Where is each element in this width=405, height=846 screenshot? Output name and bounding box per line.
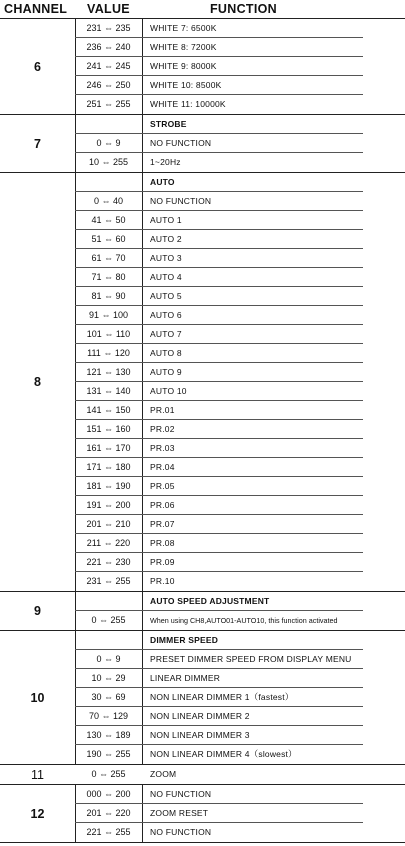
double-arrow-icon: ⇔	[101, 234, 116, 244]
value-range	[75, 726, 142, 745]
table-row	[0, 804, 405, 823]
double-arrow-icon: ⇔	[101, 749, 116, 759]
function-text: AUTO 10	[150, 386, 187, 396]
table-row	[0, 382, 405, 401]
value-range	[75, 76, 142, 95]
table-row	[0, 249, 405, 268]
table-row	[0, 553, 405, 572]
function-text: WHITE 7: 6500K	[150, 23, 217, 33]
range-to: 69	[115, 692, 126, 702]
value-range	[75, 785, 142, 804]
range-to: 230	[115, 557, 131, 567]
double-arrow-icon: ⇔	[101, 443, 116, 453]
function-text: WHITE 9: 8000K	[150, 61, 217, 71]
function-text: WHITE 10: 8500K	[150, 80, 222, 90]
range-to: 220	[115, 538, 131, 548]
double-arrow-icon: ⇔	[98, 711, 113, 721]
channel-number: 8	[34, 375, 41, 389]
function-text: ZOOM	[150, 769, 177, 779]
double-arrow-icon: ⇔	[101, 329, 116, 339]
table-row	[0, 765, 405, 784]
range-from: 251	[86, 99, 102, 109]
range-from: 191	[86, 500, 102, 510]
double-arrow-icon: ⇔	[101, 80, 116, 90]
range-to: 40	[113, 196, 124, 206]
table-row	[0, 76, 405, 95]
function-text: PR.05	[150, 481, 175, 491]
table-row	[0, 785, 405, 804]
value-range	[75, 211, 142, 230]
range-from: 0	[91, 769, 97, 779]
table-row	[0, 745, 405, 764]
function-text: PR.03	[150, 443, 175, 453]
range-to: 255	[115, 827, 131, 837]
function-text: NO FUNCTION	[150, 196, 212, 206]
range-to: 120	[114, 348, 130, 358]
range-from: 0	[96, 138, 102, 148]
table-row	[0, 230, 405, 249]
table-row	[0, 211, 405, 230]
value-range	[75, 420, 142, 439]
value-range	[75, 611, 142, 630]
value-range	[75, 553, 142, 572]
table-header	[0, 0, 405, 19]
double-arrow-icon: ⇔	[101, 138, 116, 148]
table-row	[0, 363, 405, 382]
value-range	[75, 287, 142, 306]
range-from: 151	[86, 424, 102, 434]
double-arrow-icon: ⇔	[101, 215, 116, 225]
table-row	[0, 439, 405, 458]
value-range	[75, 249, 142, 268]
double-arrow-icon: ⇔	[96, 615, 111, 625]
value-range	[75, 363, 142, 382]
table-row	[0, 57, 405, 76]
function-text: PR.09	[150, 557, 175, 567]
table-row	[0, 572, 405, 591]
function-text: NON LINEAR DIMMER 4（slowest）	[150, 749, 297, 759]
double-arrow-icon: ⇔	[101, 673, 116, 683]
channel-number: 6	[34, 59, 41, 74]
function-text: NON LINEAR DIMMER 3	[150, 730, 250, 740]
double-arrow-icon: ⇔	[101, 367, 116, 377]
value-range	[75, 592, 142, 611]
function-text: AUTO 3	[150, 253, 182, 263]
double-arrow-icon: ⇔	[101, 654, 116, 664]
range-from: 71	[91, 272, 102, 282]
range-to: 235	[115, 23, 131, 33]
range-from: 171	[86, 462, 102, 472]
range-from: 201	[86, 808, 102, 818]
double-arrow-icon: ⇔	[101, 519, 116, 529]
function-text: PR.04	[150, 462, 175, 472]
double-arrow-icon: ⇔	[101, 23, 116, 33]
channel-group-12	[0, 785, 405, 843]
range-to: 110	[115, 329, 131, 339]
table-row	[0, 134, 405, 153]
table-row	[0, 401, 405, 420]
range-from: 161	[86, 443, 102, 453]
table-row	[0, 19, 405, 38]
channel-group-9	[0, 592, 405, 631]
range-to: 190	[115, 481, 131, 491]
double-arrow-icon: ⇔	[98, 310, 113, 320]
table-row	[0, 534, 405, 553]
range-to: 100	[113, 310, 129, 320]
range-from: 211	[86, 538, 102, 548]
table-row	[0, 420, 405, 439]
function-text: NO FUNCTION	[150, 827, 212, 837]
double-arrow-icon: ⇔	[101, 272, 116, 282]
range-from: 111	[87, 348, 101, 358]
function-text: NO FUNCTION	[150, 789, 212, 799]
range-from: 246	[86, 80, 102, 90]
range-to: 200	[115, 500, 131, 510]
double-arrow-icon: ⇔	[101, 291, 116, 301]
value-range	[75, 38, 142, 57]
range-to: 50	[115, 215, 126, 225]
range-to: 255	[115, 99, 131, 109]
double-arrow-icon: ⇔	[101, 42, 116, 52]
double-arrow-icon: ⇔	[101, 462, 116, 472]
range-from: 000	[86, 789, 102, 799]
range-to: 250	[115, 80, 131, 90]
function-text: NO FUNCTION	[150, 138, 212, 148]
function-text: When using CH8,AUTO01-AUTO10, this function activated	[150, 616, 338, 625]
table-row	[0, 631, 405, 650]
table-row	[0, 192, 405, 211]
range-from: 10	[91, 673, 102, 683]
range-to: 140	[115, 386, 131, 396]
value-range	[75, 325, 142, 344]
value-range	[75, 134, 142, 153]
function-text: LINEAR DIMMER	[150, 673, 221, 683]
table-row	[0, 95, 405, 114]
function-text: AUTO 2	[150, 234, 182, 244]
function-text: WHITE 11: 10000K	[150, 99, 226, 109]
range-from: 10	[88, 157, 99, 167]
channel-group-7	[0, 115, 405, 173]
table-row	[0, 344, 405, 363]
table-row	[0, 496, 405, 515]
table-row	[0, 823, 405, 842]
range-to: 129	[113, 711, 129, 721]
value-range	[75, 192, 142, 211]
range-to: 255	[110, 769, 126, 779]
range-from: 221	[86, 827, 102, 837]
value-range	[75, 688, 142, 707]
table-row	[0, 592, 405, 611]
table-row	[0, 173, 405, 192]
range-to: 240	[115, 42, 131, 52]
double-arrow-icon: ⇔	[96, 769, 111, 779]
range-to: 255	[113, 157, 129, 167]
table-row	[0, 287, 405, 306]
function-text: AUTO 9	[150, 367, 182, 377]
double-arrow-icon: ⇔	[101, 692, 116, 702]
table-row	[0, 688, 405, 707]
channel-number: 9	[34, 604, 41, 618]
value-range	[75, 268, 142, 287]
function-text: AUTO	[150, 177, 175, 187]
double-arrow-icon: ⇔	[101, 576, 116, 586]
value-range	[75, 95, 142, 114]
channel-group-10	[0, 631, 405, 765]
double-arrow-icon: ⇔	[101, 808, 116, 818]
channel-number: 11	[31, 767, 44, 782]
range-from: 236	[86, 42, 102, 52]
function-text: AUTO 6	[150, 310, 182, 320]
double-arrow-icon: ⇔	[101, 405, 116, 415]
value-range	[75, 115, 142, 134]
range-to: 160	[115, 424, 131, 434]
value-range	[75, 173, 142, 192]
range-to: 130	[115, 367, 131, 377]
value-range	[75, 534, 142, 553]
table-row	[0, 153, 405, 172]
range-from: 221	[86, 557, 102, 567]
double-arrow-icon: ⇔	[101, 481, 116, 491]
function-text: AUTO 7	[150, 329, 182, 339]
range-from: 0	[96, 654, 102, 664]
range-from: 41	[91, 215, 102, 225]
range-to: 9	[115, 654, 121, 664]
value-range	[75, 439, 142, 458]
value-range	[75, 823, 142, 842]
double-arrow-icon: ⇔	[101, 424, 116, 434]
double-arrow-icon: ⇔	[101, 538, 116, 548]
value-range	[75, 458, 142, 477]
table-row	[0, 115, 405, 134]
double-arrow-icon: ⇔	[101, 827, 116, 837]
range-from: 131	[86, 386, 102, 396]
table-row	[0, 38, 405, 57]
value-range	[75, 631, 142, 650]
value-range	[75, 344, 142, 363]
table-row	[0, 669, 405, 688]
value-range	[75, 572, 142, 591]
range-from: 121	[86, 367, 102, 377]
range-to: 80	[115, 272, 126, 282]
header-function: FUNCTION	[210, 2, 277, 16]
range-to: 29	[115, 673, 126, 683]
function-text: STROBE	[150, 119, 187, 129]
function-text: AUTO SPEED ADJUSTMENT	[150, 596, 270, 606]
range-to: 60	[115, 234, 126, 244]
range-to: 220	[115, 808, 131, 818]
channel-group-11	[0, 765, 405, 785]
function-text: NON LINEAR DIMMER 1（fastest）	[150, 692, 294, 702]
range-to: 210	[115, 519, 131, 529]
function-text: AUTO 8	[150, 348, 182, 358]
function-text: AUTO 4	[150, 272, 182, 282]
range-from: 130	[86, 730, 102, 740]
range-from: 81	[91, 291, 102, 301]
double-arrow-icon: ⇔	[101, 557, 116, 567]
range-to: 255	[115, 749, 131, 759]
value-range	[75, 401, 142, 420]
function-text: AUTO 5	[150, 291, 182, 301]
header-value: VALUE	[87, 2, 130, 16]
range-to: 245	[115, 61, 131, 71]
value-range	[75, 650, 142, 669]
double-arrow-icon: ⇔	[101, 253, 116, 263]
channel-group-6	[0, 19, 405, 115]
function-text: PR.10	[150, 576, 175, 586]
function-text: ZOOM RESET	[150, 808, 209, 818]
range-to: 170	[115, 443, 131, 453]
table-row	[0, 707, 405, 726]
table-row	[0, 650, 405, 669]
range-from: 231	[86, 23, 102, 33]
dmx-channel-table	[0, 19, 405, 843]
function-text: PR.07	[150, 519, 175, 529]
header-channel: CHANNEL	[4, 2, 68, 16]
function-text: 1~20Hz	[150, 157, 181, 167]
range-to: 200	[115, 789, 131, 799]
function-text: PRESET DIMMER SPEED FROM DISPLAY MENU	[150, 654, 352, 664]
value-range	[75, 19, 142, 38]
range-from: 51	[91, 234, 102, 244]
table-row	[0, 268, 405, 287]
range-to: 150	[115, 405, 131, 415]
function-text: AUTO 1	[150, 215, 182, 225]
table-row	[0, 726, 405, 745]
range-from: 61	[91, 253, 102, 263]
function-text: DIMMER SPEED	[150, 635, 219, 645]
value-range	[75, 153, 142, 172]
value-range	[75, 496, 142, 515]
value-range	[75, 765, 142, 784]
table-row	[0, 611, 405, 630]
function-text: NON LINEAR DIMMER 2	[150, 711, 250, 721]
value-range	[75, 382, 142, 401]
double-arrow-icon: ⇔	[98, 157, 113, 167]
channel-group-8	[0, 173, 405, 592]
range-from: 241	[86, 61, 102, 71]
value-range	[75, 57, 142, 76]
range-from: 181	[86, 481, 102, 491]
range-from: 190	[86, 749, 102, 759]
table-row	[0, 477, 405, 496]
function-text: WHITE 8: 7200K	[150, 42, 217, 52]
value-range	[75, 745, 142, 764]
table-row	[0, 325, 405, 344]
function-text: PR.06	[150, 500, 175, 510]
double-arrow-icon: ⇔	[101, 730, 116, 740]
double-arrow-icon: ⇔	[101, 386, 116, 396]
range-to: 189	[115, 730, 131, 740]
double-arrow-icon: ⇔	[101, 500, 116, 510]
table-row	[0, 306, 405, 325]
range-to: 90	[115, 291, 126, 301]
table-row	[0, 458, 405, 477]
channel-number: 10	[30, 690, 45, 705]
range-from: 141	[86, 405, 102, 415]
value-range	[75, 477, 142, 496]
range-from: 91	[88, 310, 99, 320]
double-arrow-icon: ⇔	[98, 196, 113, 206]
function-text: PR.08	[150, 538, 175, 548]
range-to: 180	[115, 462, 131, 472]
function-text: PR.02	[150, 424, 175, 434]
range-from: 101	[86, 329, 102, 339]
double-arrow-icon: ⇔	[101, 99, 116, 109]
channel-number: 7	[34, 136, 41, 151]
range-from: 30	[91, 692, 102, 702]
range-from: 0	[91, 615, 97, 625]
range-to: 255	[115, 576, 131, 586]
value-range	[75, 707, 142, 726]
range-from: 201	[86, 519, 102, 529]
range-from: 70	[88, 711, 99, 721]
value-range	[75, 306, 142, 325]
table-row	[0, 515, 405, 534]
range-from: 231	[86, 576, 102, 586]
range-from: 0	[93, 196, 99, 206]
double-arrow-icon: ⇔	[101, 61, 116, 71]
double-arrow-icon: ⇔	[100, 348, 115, 358]
value-range	[75, 804, 142, 823]
double-arrow-icon: ⇔	[101, 789, 116, 799]
range-to: 255	[110, 615, 126, 625]
value-range	[75, 230, 142, 249]
channel-number: 12	[30, 806, 45, 821]
range-to: 9	[115, 138, 121, 148]
value-range	[75, 669, 142, 688]
range-to: 70	[115, 253, 126, 263]
function-text: PR.01	[150, 405, 175, 415]
value-range	[75, 515, 142, 534]
